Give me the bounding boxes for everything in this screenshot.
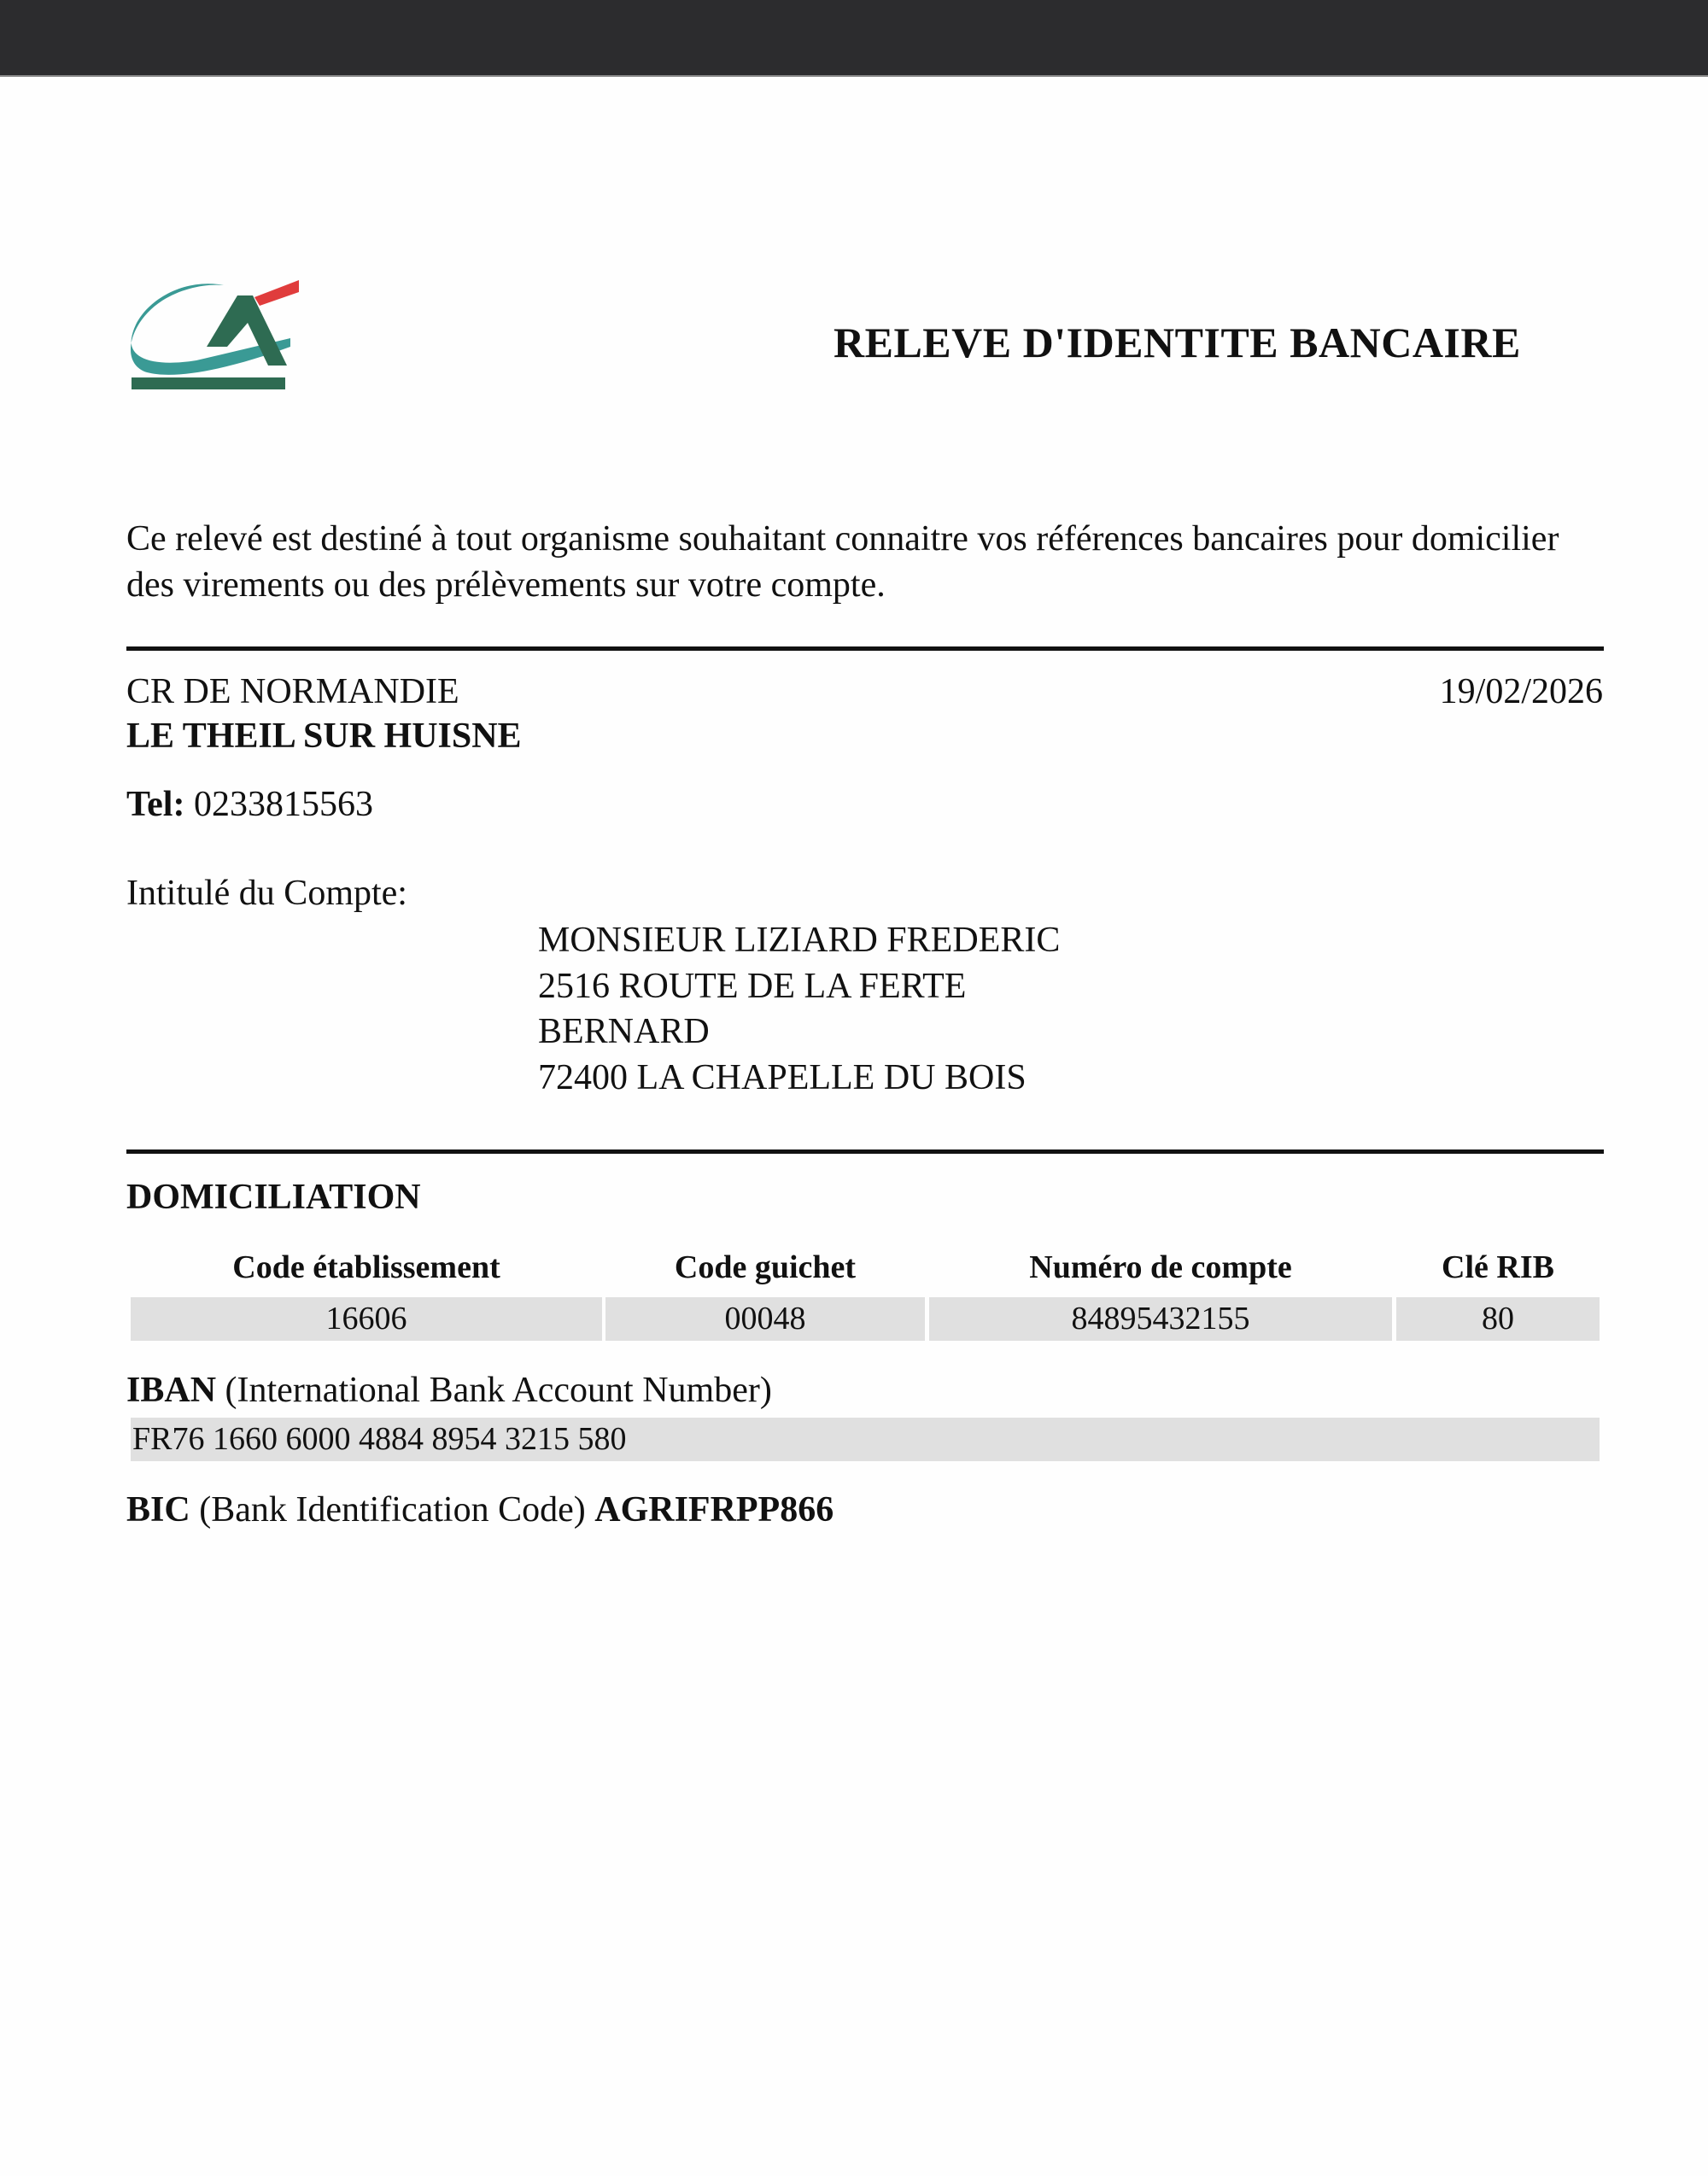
account-holder bbox=[538, 918, 1060, 1101]
iban-label-short: IBAN bbox=[126, 1371, 217, 1410]
iban-value: FR76 1660 6000 4884 8954 3215 580 bbox=[131, 1418, 1600, 1461]
header-code-etablissement: Code établissement bbox=[232, 1249, 500, 1285]
intro-text: Ce relevé est destiné à tout organisme souhaitant connaitre vos références bancaires pour domicilier des virements ou des prélèvements sur votre compte. bbox=[126, 519, 1559, 605]
document-title: RELEVE D'IDENTITE BANCAIRE bbox=[834, 319, 1521, 366]
rib-table-row bbox=[131, 1297, 1600, 1341]
divider bbox=[126, 1149, 1604, 1154]
iban-label bbox=[126, 1370, 772, 1411]
holder-line: BERNARD bbox=[538, 1012, 710, 1051]
bic-line bbox=[126, 1489, 834, 1530]
header-cle-rib: Clé RIB bbox=[1442, 1249, 1554, 1285]
domiciliation-title: DOMICILIATION bbox=[126, 1178, 421, 1217]
tel-label: Tel: bbox=[126, 785, 185, 824]
tel-value: 0233815563 bbox=[193, 785, 373, 824]
holder-line: 72400 LA CHAPELLE DU BOIS bbox=[538, 1057, 1027, 1097]
holder-line: 2516 ROUTE DE LA FERTE bbox=[538, 966, 967, 1006]
cle-rib-value: 80 bbox=[1396, 1297, 1600, 1341]
document-date: 19/02/2026 bbox=[1439, 672, 1603, 711]
agency-name: LE THEIL SUR HUISNE bbox=[126, 717, 522, 756]
credit-agricole-logo-icon bbox=[128, 272, 299, 396]
iban-label-description: (International Bank Account Number) bbox=[225, 1371, 772, 1410]
header-numero-compte: Numéro de compte bbox=[1029, 1249, 1292, 1285]
header-code-guichet: Code guichet bbox=[674, 1249, 857, 1285]
account-title-label: Intitulé du Compte: bbox=[126, 874, 407, 913]
holder-line: MONSIEUR LIZIARD FREDERIC bbox=[538, 921, 1061, 960]
bic-description: (Bank Identification Code) bbox=[199, 1490, 586, 1530]
bic-value: AGRIFRPP866 bbox=[594, 1490, 834, 1530]
rib-table-header bbox=[131, 1249, 1600, 1286]
divider bbox=[126, 646, 1604, 651]
bic-label: BIC bbox=[126, 1490, 190, 1530]
numero-compte-value: 84895432155 bbox=[929, 1297, 1392, 1341]
viewer-top-bar bbox=[0, 0, 1708, 77]
code-etablissement-value: 16606 bbox=[131, 1297, 602, 1341]
bank-phone bbox=[126, 784, 373, 825]
code-guichet-value: 00048 bbox=[605, 1297, 925, 1341]
bank-name: CR DE NORMANDIE bbox=[126, 672, 459, 711]
